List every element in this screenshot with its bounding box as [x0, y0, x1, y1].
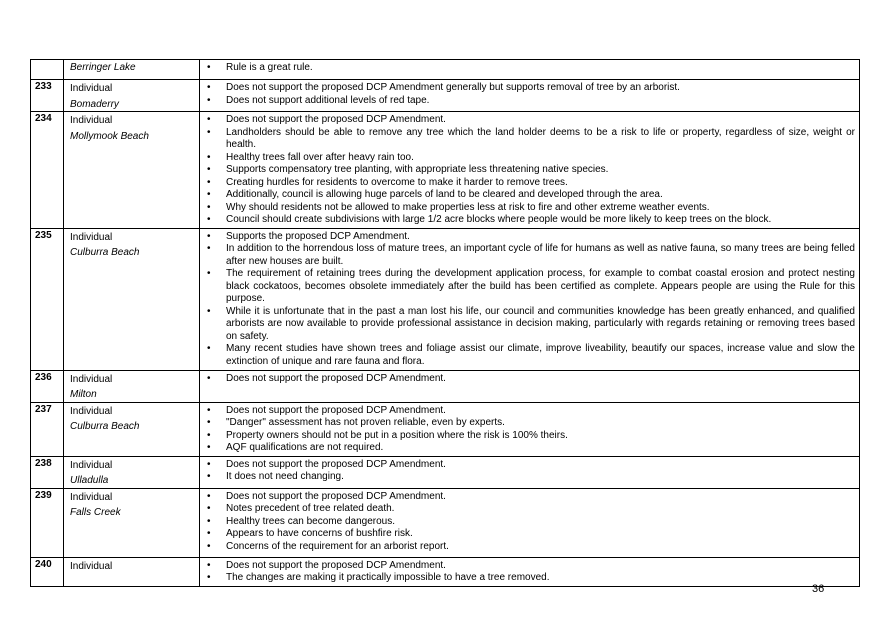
comment-item: • Why should residents not be allowed to make properties less at risk to fire and other extreme weather events. [204, 202, 855, 215]
comment-item: • Additionally, council is allowing huge parcels of land to be cleared and developed through the area. [204, 189, 855, 202]
comment-item: • Landholders should be able to remove any tree which the land holder deems to be a risk to life or property, regardless of size, weight or health. [204, 127, 855, 152]
submitter-location: Culburra Beach [70, 247, 140, 258]
comments-cell [200, 557, 860, 586]
table-row [31, 456, 860, 488]
submission-number: 238 [31, 456, 64, 488]
comment-item: • Does not support additional levels of red tape. [204, 95, 855, 108]
table-row [31, 557, 860, 586]
comment-item: • Does not support the proposed DCP Amendment. [204, 491, 855, 504]
comment-item: • Notes precedent of tree related death. [204, 503, 855, 516]
comment-item: • Concerns of the requirement for an arborist report. [204, 541, 855, 554]
comment-item: • Property owners should not be put in a position where the risk is 100% theirs. [204, 430, 855, 443]
comment-item: • Does not support the proposed DCP Amendment. [204, 560, 855, 573]
submitter-type: Individual [70, 491, 113, 503]
submitter-cell [64, 112, 200, 229]
submitter-cell [64, 402, 200, 456]
submitter-location: Culburra Beach [70, 421, 140, 432]
submissions-table [30, 59, 860, 587]
submitter-type: Individual [70, 115, 113, 126]
comment-item: • Appears to have concerns of bushfire risk. [204, 528, 855, 541]
submission-number [31, 60, 64, 80]
comment-item: • AQF qualifications are not required. [204, 442, 855, 455]
submission-number: 235 [31, 228, 64, 370]
submission-number: 240 [31, 557, 64, 586]
comment-item: • Rule is a great rule. [204, 62, 855, 75]
table-row [31, 112, 860, 229]
comments-cell [200, 370, 860, 402]
comment-item: • Council should create subdivisions with large 1/2 acre blocks where people would be more likely to keep trees on the block. [204, 214, 855, 227]
comments-cell [200, 488, 860, 557]
submitter-location: Ulladulla [70, 475, 109, 486]
submitter-cell [64, 488, 200, 557]
comment-list [204, 231, 855, 369]
comment-item: • The requirement of retaining trees during the development application process, for example to combat coastal erosion and protect nesting black cockatoos, becomes obsolete immediately after the build has been certified as complete. Appears people are using the Rule for this purpose. [204, 268, 855, 306]
submitter-cell [64, 60, 200, 80]
submitter-location: Berringer Lake [70, 62, 136, 73]
submitter-type: Individual [70, 231, 113, 243]
comments-cell [200, 402, 860, 456]
comment-item: • In addition to the horrendous loss of mature trees, an important cycle of life for humans as well as native fauna, so many trees are being felled after new houses are built. [204, 243, 855, 268]
submitter-type: Individual [70, 459, 113, 471]
submitter-location: Mollymook Beach [70, 130, 149, 142]
comment-item: • Supports the proposed DCP Amendment. [204, 231, 855, 244]
comment-list [204, 373, 855, 386]
comments-cell [200, 60, 860, 80]
submission-number: 239 [31, 488, 64, 557]
submitter-cell [64, 456, 200, 488]
submitter-cell [64, 80, 200, 112]
submitter-type: Individual [70, 83, 113, 94]
comment-item: • Does not support the proposed DCP Amendment. [204, 459, 855, 472]
comments-cell [200, 456, 860, 488]
submission-number: 236 [31, 370, 64, 402]
submission-number: 233 [31, 80, 64, 112]
comments-cell [200, 80, 860, 112]
submitter-cell [64, 557, 200, 586]
comment-list [204, 459, 855, 484]
submitter-type: Individual [70, 560, 113, 572]
submitter-location: Bomaderry [70, 98, 119, 110]
page-number: 36 [812, 583, 825, 595]
comment-item: • Creating hurdles for residents to overcome to make it harder to remove trees. [204, 177, 855, 190]
submission-number: 234 [31, 112, 64, 229]
table-row [31, 370, 860, 402]
comment-item: • It does not need changing. [204, 471, 855, 484]
comment-item: • Healthy trees fall over after heavy rain too. [204, 152, 855, 165]
comment-item: • Many recent studies have shown trees and foliage assist our climate, improve liveability, beautify our spaces, increase value and slow the extinction of unique and rare fauna and flora. [204, 343, 855, 368]
table-row [31, 60, 860, 80]
comment-list [204, 114, 855, 227]
submitter-type: Individual [70, 405, 113, 417]
submitter-location: Milton [70, 389, 97, 400]
table-row [31, 488, 860, 557]
submitter-cell [64, 370, 200, 402]
comment-item: • Does not support the proposed DCP Amendment. [204, 114, 855, 127]
comment-list [204, 82, 855, 107]
comment-item: • Does not support the proposed DCP Amendment. [204, 373, 855, 386]
submitter-cell [64, 228, 200, 370]
comments-cell [200, 228, 860, 370]
comment-list [204, 62, 855, 75]
submission-number: 237 [31, 402, 64, 456]
comment-list [204, 560, 855, 585]
table-row [31, 228, 860, 370]
comment-item: • Does not support the proposed DCP Amendment. [204, 405, 855, 418]
comments-cell [200, 112, 860, 229]
submitter-location: Falls Creek [70, 507, 121, 518]
comment-item: • "Danger" assessment has not proven reliable, even by experts. [204, 417, 855, 430]
comment-list [204, 405, 855, 455]
comment-list [204, 491, 855, 554]
comment-item: • Healthy trees can become dangerous. [204, 516, 855, 529]
submitter-type: Individual [70, 373, 113, 385]
comment-item: • The changes are making it practically impossible to have a tree removed. [204, 572, 855, 585]
table-row [31, 80, 860, 112]
comment-item: • While it is unfortunate that in the past a man lost his life, our council and communities knowledge has been greatly enhanced, and qualified arborists are now available to provide professional assistance in decision making, particularly with regards retaining or removing trees based on safety. [204, 306, 855, 344]
comment-item: • Does not support the proposed DCP Amendment generally but supports removal of tree by an arborist. [204, 82, 855, 95]
comment-item: • Supports compensatory tree planting, with appropriate less threatening native species. [204, 164, 855, 177]
table-row [31, 402, 860, 456]
